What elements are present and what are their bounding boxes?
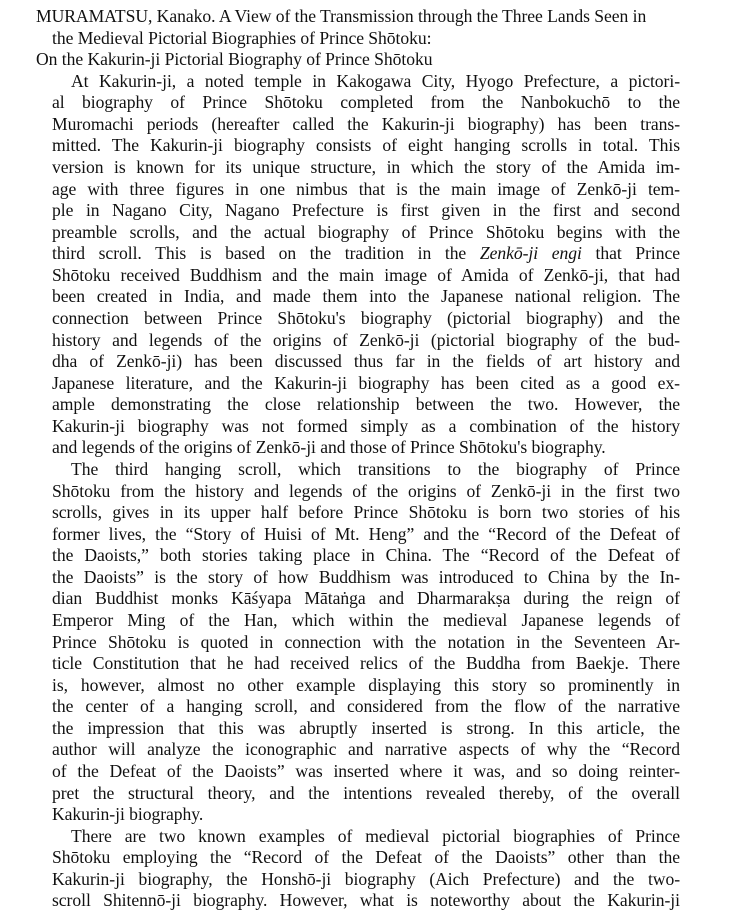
paragraph-line: age with three figures in one nimbus that is the main image of Zenkō-ji tem- bbox=[52, 178, 680, 199]
paragraph-line: preamble scrolls, and the actual biography of Prince Shōtoku begins with the bbox=[52, 221, 680, 242]
paragraph-line: The third hanging scroll, which transitions to the biography of Prince bbox=[71, 459, 680, 479]
paragraph-line: ple in Nagano City, Nagano Prefecture is first given in the first and second bbox=[52, 200, 680, 221]
paragraph-line: Shōtoku from the history and legends of the origins of Zenkō-ji in the first two bbox=[52, 480, 680, 501]
paragraph-line: version is known for its unique structure, in which the story of the Amida im- bbox=[52, 157, 680, 177]
paragraph-line: Japanese literature, and the Kakurin-ji biography has been cited as a good ex- bbox=[52, 372, 680, 393]
paragraph-line: al biography of Prince Shōtoku completed from the Nanbokuchō to the bbox=[52, 92, 680, 113]
paragraph-line: Shōtoku employing the “Record of the Defeat of the Daoists” other than the bbox=[52, 847, 680, 868]
article-title-line-1: MURAMATSU, Kanako. A View of the Transmission through the Three Lands Seen in bbox=[36, 6, 647, 26]
paragraph-line: author will analyze the iconographic and narrative aspects of why the “Record bbox=[52, 739, 680, 760]
paragraph-line: history and legends of the origins of Zenkō-ji (pictorial biography of the bud- bbox=[52, 329, 680, 350]
line-text: that Prince bbox=[581, 243, 680, 264]
paragraph-line: dian Buddhist monks Kāśyapa Mātaṅga and Dharmarakṣa during the reign of bbox=[52, 588, 680, 609]
paragraph-line: There are two known examples of medieval pictorial biographies of Prince bbox=[71, 825, 680, 846]
paragraph-line-with-italic bbox=[52, 243, 680, 265]
paragraph-line: ample demonstrating the close relationship between the two. However, the bbox=[52, 394, 680, 415]
paragraph-line: the center of a hanging scroll, and considered from the flow of the narrative bbox=[52, 696, 680, 717]
paragraph-line: dha of Zenkō-ji) has been discussed thus far in the fields of art history and bbox=[52, 351, 680, 372]
paragraph-line: of the Defeat of the Daoists” was inserted where it was, and so doing reinter- bbox=[52, 761, 680, 781]
paragraph-line: pret the structural theory, and the intentions revealed thereby, of the overall bbox=[52, 782, 680, 803]
paragraph-line: Emperor Ming of the Han, which within the medieval Japanese legends of bbox=[52, 610, 680, 630]
paragraph-line: former lives, the “Story of Huisi of Mt. Heng” and the “Record of the Defeat of bbox=[52, 523, 680, 544]
article-title-line-2: the Medieval Pictorial Biographies of Prince Shōtoku: bbox=[52, 27, 432, 48]
paragraph-line: scrolls, gives in its upper half before Prince Shōtoku is born two stories of his bbox=[52, 502, 680, 523]
paragraph-line: Kakurin-ji biography. bbox=[52, 804, 204, 825]
article-subtitle: On the Kakurin-ji Pictorial Biography of Prince Shōtoku bbox=[36, 49, 433, 70]
paragraph-line: been created in India, and made them into the Japanese national religion. The bbox=[52, 286, 680, 307]
paragraph-line: ticle Constitution that he had received relics of the Buddha from Baekje. There bbox=[52, 653, 680, 674]
paragraph-line: the Daoists,” both stories taking place in China. The “Record of the Defeat of bbox=[52, 545, 680, 566]
paragraph-line: Prince Shōtoku is quoted in connection with the notation in the Seventeen Ar- bbox=[52, 631, 680, 652]
paragraph-line: mitted. The Kakurin-ji biography consists of eight hanging scrolls in total. This bbox=[52, 135, 680, 156]
line-text: third scroll. This is based on the tradition in the bbox=[52, 243, 480, 264]
paragraph-line: is, however, almost no other example displaying this story so prominently in bbox=[52, 674, 680, 695]
paragraph-line: scroll Shitennō-ji biography. However, what is noteworthy about the Kakurin-ji bbox=[52, 890, 680, 911]
paragraph-line: Shōtoku received Buddhism and the main image of Amida of Zenkō-ji, that had bbox=[52, 264, 680, 285]
paragraph-line: Muromachi periods (hereafter called the Kakurin-ji biography) has been trans- bbox=[52, 113, 680, 134]
paragraph-line: the impression that this was abruptly inserted is strong. In this article, the bbox=[52, 717, 680, 738]
paragraph-line: and legends of the origins of Zenkō-ji and those of Prince Shōtoku's biography. bbox=[52, 437, 606, 458]
paragraph-line: connection between Prince Shōtoku's biography (pictorial biography) and the bbox=[52, 308, 680, 328]
paragraph-line: Kakurin-ji biography, the Honshō-ji biography (Aich Prefecture) and the two- bbox=[52, 868, 680, 889]
italic-title-zenkoji-engi: Zenkō-ji engi bbox=[479, 243, 582, 264]
paragraph-line: At Kakurin-ji, a noted temple in Kakogawa City, Hyogo Prefecture, a pictori- bbox=[71, 70, 680, 91]
paragraph-line: the Daoists” is the story of how Buddhism was introduced to China by the In- bbox=[52, 566, 680, 587]
paragraph-line: Kakurin-ji biography was not formed simply as a combination of the history bbox=[52, 415, 680, 436]
